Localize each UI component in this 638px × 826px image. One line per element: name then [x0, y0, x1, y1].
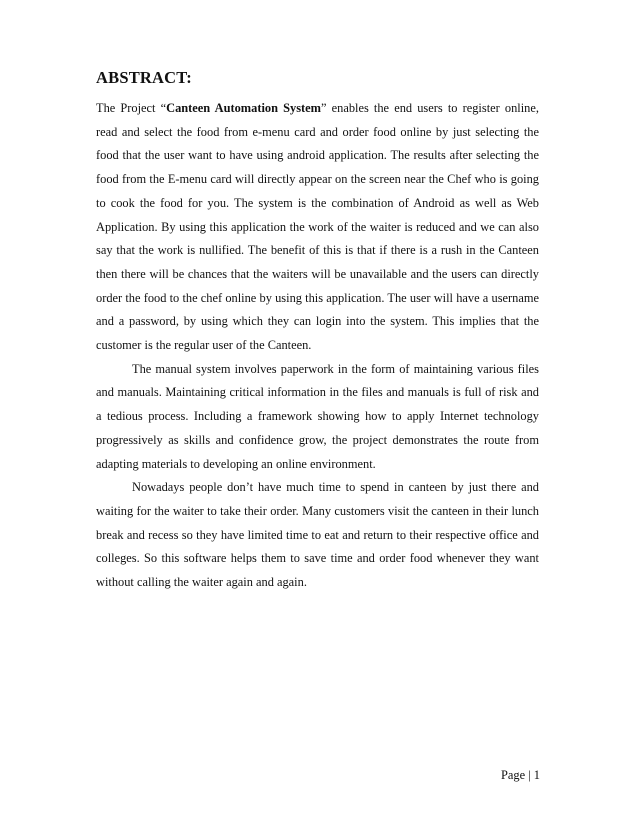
paragraph-1 — [96, 97, 539, 358]
project-name: Canteen Automation System — [166, 101, 321, 115]
abstract-heading: ABSTRACT: — [96, 68, 192, 87]
page-content — [96, 68, 539, 595]
paragraph-1-body: ” enables the end users to register online, read and select the food from e-menu card and order food online by just selecting the food that the user want to have using android application. The results after selecting the food from the E-menu card will directly appear on the screen near the Chef who is going to cook the food for you. The system is the combination of Android as well as Web Application. By using this application the work of the waiter is reduced and we can also say that the work is nullified. The benefit of this is that if there is a rush in the Canteen then there will be chances that the waiters will be unavailable and the users can directly order the food to the chef online by using this application. The user will have a username and a password, by using which they can login into the system. This implies that the customer is the regular user of the Canteen. — [96, 101, 539, 353]
paragraph-2: The manual system involves paperwork in the form of maintaining various files and manuals. Maintaining critical information in the files and manuals is full of risk and a tedious process. Including a framework showing how to apply Internet technology progressively as skills and confidence grow, the project demonstrates the route from adapting materials to developing an online environment. — [96, 361, 539, 471]
paragraph-1-prefix: The Project “ — [96, 101, 167, 115]
paragraph-3: Nowadays people don’t have much time to spend in canteen by just there and waiting for the waiter to take their order. Many customers visit the canteen in their lunch break and recess so they have limited time to eat and return to their respective office and colleges. So this software helps them to save time and order food whenever they want without calling the waiter again and again. — [96, 480, 539, 590]
page-number-footer: Page | 1 — [501, 768, 540, 782]
